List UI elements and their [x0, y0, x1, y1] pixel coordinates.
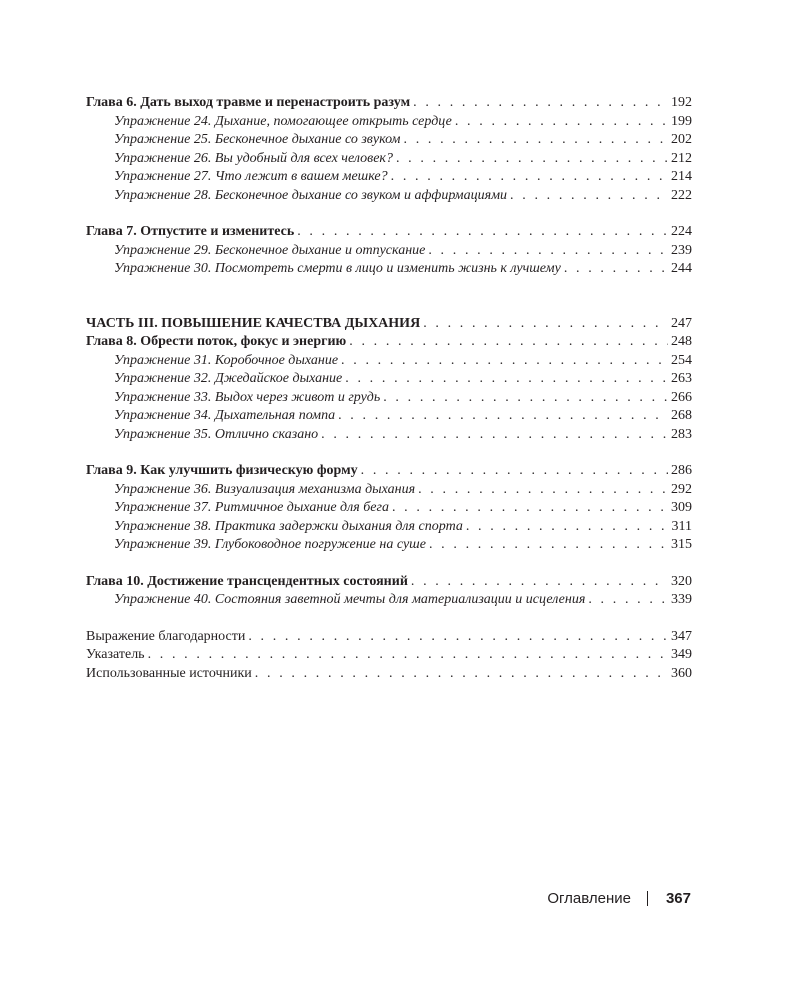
toc-entry-title: Глава 9. Как улучшить физическую форму [86, 463, 358, 478]
toc-exercise-entry[interactable] [86, 426, 692, 445]
toc-entry-title: Упражнение 35. Отлично сказано [114, 426, 319, 442]
toc-exercise-entry[interactable] [86, 260, 692, 279]
toc-page-number: 192 [671, 95, 692, 110]
toc-entry-title: Упражнение 38. Практика задержки дыхания для спорта [114, 518, 463, 534]
toc-entry-title: Упражнение 24. Дыхание, помогающее открыть сердце [114, 113, 452, 129]
dot-leader [466, 518, 669, 537]
toc-entry-title: Глава 6. Дать выход травме и перенастроить разум [86, 95, 411, 110]
dot-leader [321, 426, 668, 445]
toc-exercise-entry[interactable] [86, 131, 692, 150]
toc-exercise-entry[interactable] [86, 168, 692, 187]
toc-entry-title: Упражнение 39. Глубоководное погружение на суше [114, 537, 426, 552]
page-number: 367 [665, 890, 691, 907]
toc-entry-title: Глава 10. Достижение трансцендентных состояний [86, 573, 408, 589]
toc-page-number: 263 [671, 371, 692, 386]
toc-entry-title: Упражнение 40. Состояния заветной мечты для материализации и исцеления [114, 592, 586, 607]
dot-leader [411, 573, 668, 592]
toc-chapter-entry[interactable] [86, 94, 692, 113]
dot-leader [392, 499, 668, 518]
toc-entry-title: Упражнение 31. Коробочное дыхание [114, 352, 339, 368]
toc-exercise-entry[interactable] [86, 536, 692, 555]
dot-leader [338, 407, 668, 426]
toc-entry-title: Выражение благодарности [86, 628, 246, 644]
toc-entry-title: Упражнение 36. Визуализация механизма дыхания [114, 481, 416, 497]
dot-leader [391, 168, 668, 187]
toc-entry-title: Глава 8. Обрести поток, фокус и энергию [86, 334, 347, 349]
toc-page-number: 239 [671, 242, 692, 258]
toc-entry-title: Использованные источники [86, 665, 252, 681]
toc-page-number: 292 [671, 481, 692, 497]
toc-page-number: 286 [671, 463, 692, 478]
toc-entry-title: Указатель [86, 647, 145, 662]
toc-page-number: 309 [671, 500, 692, 515]
dot-leader [404, 131, 669, 150]
dot-leader [418, 481, 668, 500]
toc-page-number: 214 [671, 169, 692, 184]
toc-entry-title: Упражнение 34. Дыхательная помпа [114, 408, 336, 423]
toc-exercise-entry[interactable] [86, 113, 692, 132]
section-spacer [86, 610, 692, 628]
toc-page-number: 315 [671, 537, 692, 552]
toc-chapter-entry[interactable] [86, 462, 692, 481]
toc-exercise-entry[interactable] [86, 481, 692, 500]
toc-part-entry[interactable] [86, 315, 692, 334]
toc-entry-title: Упражнение 30. Посмотреть смерти в лицо и изменить жизнь к лучшему [114, 261, 561, 276]
toc-exercise-entry[interactable] [86, 518, 692, 537]
toc-page-number: 311 [671, 518, 692, 534]
toc-entry-title: Упражнение 29. Бесконечное дыхание и отпускание [114, 242, 426, 258]
toc-page-number: 247 [671, 315, 692, 331]
dot-leader [383, 389, 668, 408]
toc-page-number: 347 [671, 628, 692, 644]
toc-exercise-entry[interactable] [86, 591, 692, 610]
toc-page-number: 244 [671, 261, 692, 276]
toc-exercise-entry[interactable] [86, 499, 692, 518]
toc-page-number: 254 [671, 352, 692, 368]
toc-chapter-entry[interactable] [86, 333, 692, 352]
dot-leader [255, 665, 668, 684]
toc-page-number: 222 [671, 187, 692, 203]
dot-leader [413, 94, 668, 113]
toc-entry-title: Упражнение 28. Бесконечное дыхание со звуком и аффирмациями [114, 187, 508, 203]
toc-backmatter-entry[interactable] [86, 628, 692, 647]
toc-page-number: 339 [671, 592, 692, 607]
toc-entry-title: Упражнение 37. Ритмичное дыхание для бега [114, 500, 389, 515]
dot-leader [341, 352, 668, 371]
dot-leader [428, 242, 668, 261]
toc-page-number: 320 [671, 573, 692, 589]
toc-backmatter-entry[interactable] [86, 646, 692, 665]
section-spacer [86, 205, 692, 223]
toc-entry-title: Упражнение 32. Джедайское дыхание [114, 371, 343, 386]
toc-exercise-entry[interactable] [86, 150, 692, 169]
toc-backmatter-entry[interactable] [86, 665, 692, 684]
toc-page-number: 202 [671, 132, 692, 147]
toc-entry-title: Упражнение 33. Выдох через живот и грудь [114, 389, 381, 405]
toc-page-number: 212 [671, 150, 692, 166]
dot-leader [564, 260, 668, 279]
toc-exercise-entry[interactable] [86, 407, 692, 426]
dot-leader [510, 187, 668, 206]
section-spacer [86, 444, 692, 462]
toc-page-number: 266 [671, 389, 692, 405]
toc-entry-title: Упражнение 27. Что лежит в вашем мешке? [114, 169, 388, 184]
toc-page-number: 349 [671, 647, 692, 662]
dot-leader [248, 628, 668, 647]
toc-exercise-entry[interactable] [86, 187, 692, 206]
toc-page-number: 268 [671, 408, 692, 423]
dot-leader [361, 462, 668, 481]
toc-exercise-entry[interactable] [86, 389, 692, 408]
section-spacer [86, 279, 692, 315]
section-spacer [86, 555, 692, 573]
toc-chapter-entry[interactable] [86, 223, 692, 242]
toc-exercise-entry[interactable] [86, 352, 692, 371]
dot-leader [345, 370, 668, 389]
toc-page-number: 283 [671, 426, 692, 442]
dot-leader [455, 113, 668, 132]
toc-entry-title: ЧАСТЬ III. ПОВЫШЕНИЕ КАЧЕСТВА ДЫХАНИЯ [86, 315, 421, 331]
toc-chapter-entry[interactable] [86, 573, 692, 592]
toc-entry-title: Упражнение 26. Вы удобный для всех человек? [114, 150, 393, 166]
dot-leader [148, 646, 668, 665]
toc-entry-title: Упражнение 25. Бесконечное дыхание со звуком [114, 132, 401, 147]
dot-leader [429, 536, 668, 555]
running-section-title: Оглавление [547, 890, 631, 907]
toc-page-number: 360 [671, 665, 692, 681]
footer-divider [647, 891, 648, 906]
toc-page-number: 199 [671, 113, 692, 129]
toc-page-number: 224 [671, 224, 692, 239]
toc-page-number: 248 [671, 334, 692, 349]
dot-leader [396, 150, 668, 169]
dot-leader [297, 223, 668, 242]
dot-leader [588, 591, 668, 610]
table-of-contents [86, 94, 692, 683]
dot-leader [423, 315, 668, 334]
toc-entry-title: Глава 7. Отпустите и изменитесь [86, 224, 295, 239]
page-footer [547, 890, 691, 907]
toc-exercise-entry[interactable] [86, 242, 692, 261]
toc-exercise-entry[interactable] [86, 370, 692, 389]
dot-leader [349, 333, 668, 352]
